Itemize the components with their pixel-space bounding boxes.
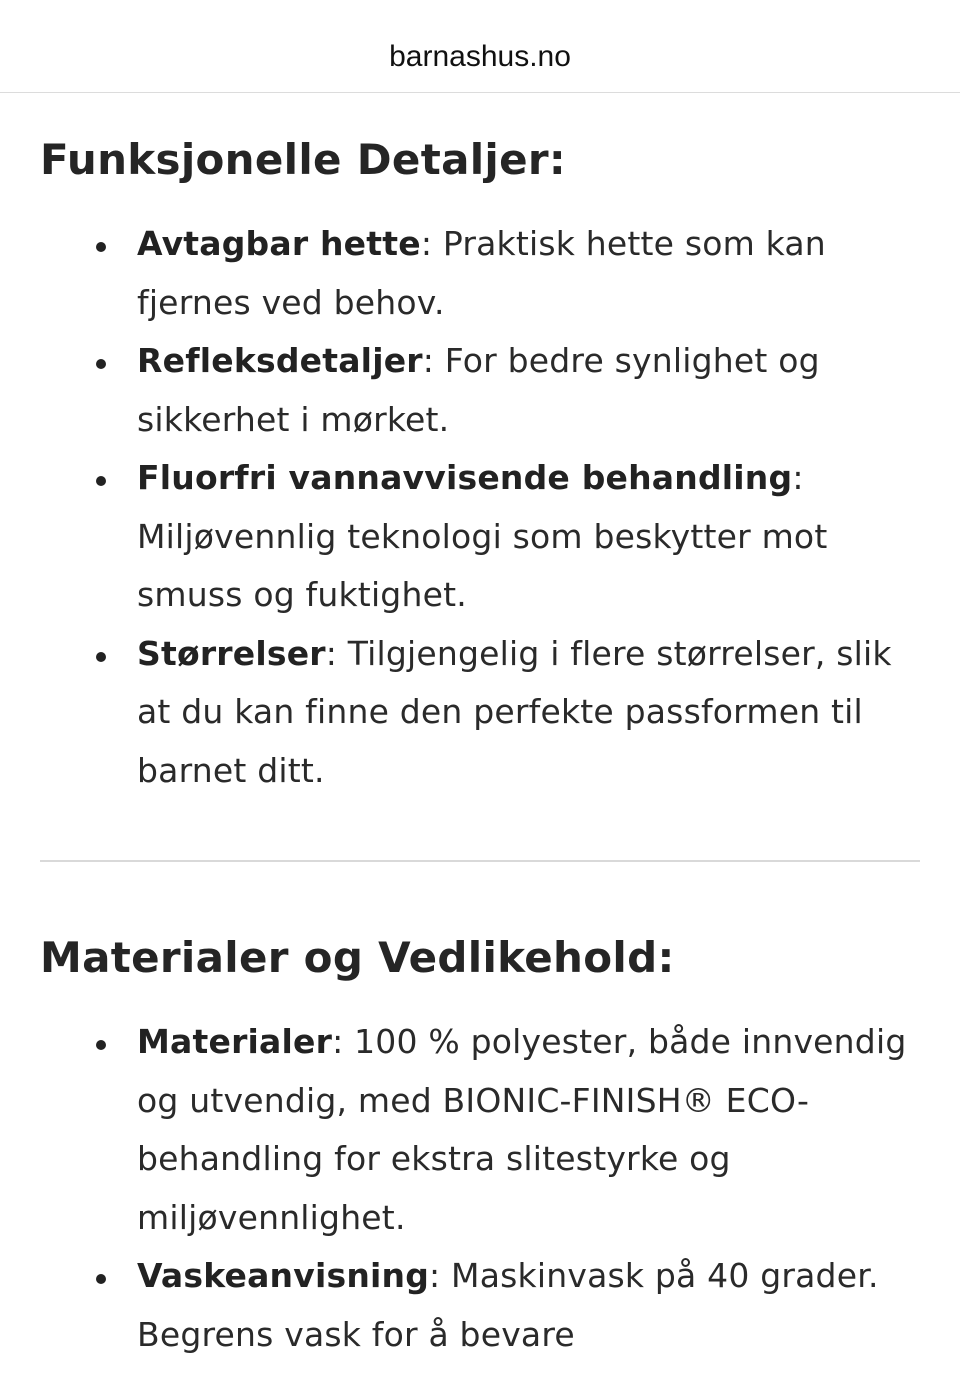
item-label: Materialer <box>137 1022 333 1061</box>
item-text: : 100 % polyester, både innvendig og utvendig, med BIONIC-FINISH® ECO-behandling for ekstra slitestyrke og miljøvennlighet. <box>137 1022 907 1237</box>
section-heading-functional-details: Funksjonelle Detaljer: <box>40 135 567 184</box>
item-label: Fluorfri vannavvisende behandling <box>137 458 793 497</box>
item-text: : Miljøvennlig teknologi som beskytter mot smuss og fuktighet. <box>137 458 828 614</box>
item-label: Avtagbar hette <box>137 224 421 263</box>
functional-details-list <box>40 215 920 800</box>
item-label: Refleksdetaljer <box>137 341 423 380</box>
section-heading-materials-care: Materialer og Vedlikehold: <box>40 933 675 982</box>
item-text: : For bedre synlighet og sikkerhet i mørket. <box>137 341 820 439</box>
section-divider <box>40 860 920 862</box>
list-item <box>137 1247 920 1364</box>
item-text: : Tilgjengelig i flere størrelser, slik at du kan finne den perfekte passformen til barnet ditt. <box>137 633 892 790</box>
item-label: Størrelser <box>137 633 326 673</box>
url-text[interactable]: barnashus.no <box>389 40 571 73</box>
item-label: Vaskeanvisning <box>137 1256 430 1295</box>
list-item <box>137 1013 920 1247</box>
list-item <box>137 449 920 625</box>
list-item <box>137 215 920 332</box>
item-text: : Maskinvask på 40 grader. Begrens vask for å bevare <box>137 1256 879 1354</box>
materials-care-list <box>40 1013 920 1364</box>
item-text: : Praktisk hette som kan fjernes ved behov. <box>137 224 826 322</box>
list-item <box>137 625 920 801</box>
list-item <box>137 332 920 449</box>
browser-address-bar[interactable] <box>0 0 960 93</box>
